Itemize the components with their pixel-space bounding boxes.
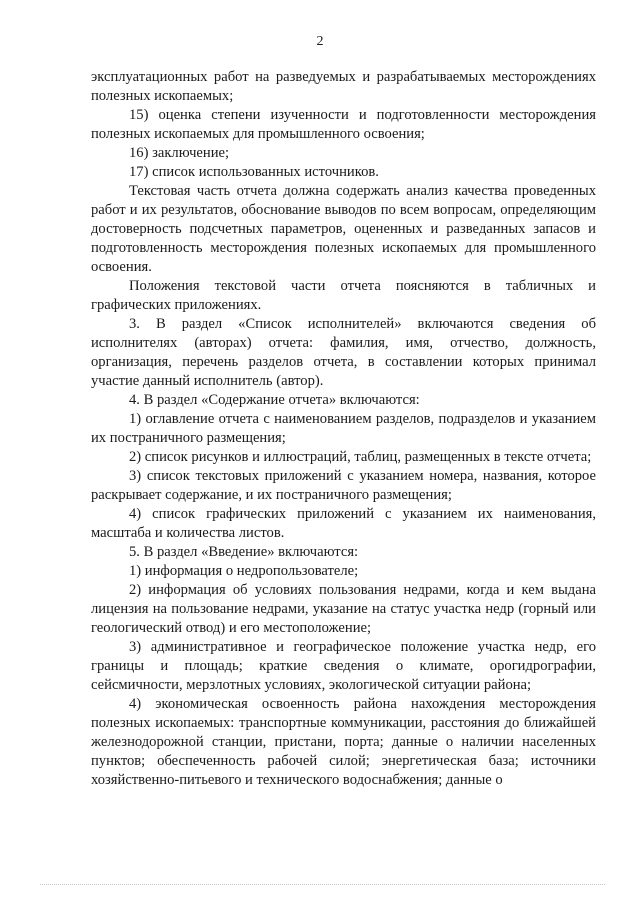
paragraph: 2) список рисунков и иллюстраций, таблиц, размещенных в тексте отчета; xyxy=(129,449,592,465)
paragraph: 15) оценка степени изученности и подготовленности месторождения полезных ископаемых для промышленного освоения; xyxy=(91,107,596,142)
paragraph: 3) административное и географическое положение участка недр, его границы и площадь; краткие сведения о климате, орогидрографии, сейсмичности, мерзлотных условиях, экологической ситуации района; xyxy=(91,639,596,693)
document-body xyxy=(91,68,596,790)
paragraph: 2) информация об условиях пользования недрами, когда и кем выдана лицензия на пользование недрами, указание на статус участка недр (горный или геологический отвод) и его местоположение; xyxy=(91,582,596,636)
scan-artifact-line xyxy=(40,884,605,887)
paragraph: 1) оглавление отчета с наименованием разделов, подразделов и указанием их постраничного размещения; xyxy=(91,411,596,446)
paragraph: Текстовая часть отчета должна содержать анализ качества проведенных работ и их результатов, обоснование выводов по всем вопросам, определяющим достоверность подсчетных параметров, оцененных и разведанных запасов и подготовленность месторождения полезных ископаемых для промышленного освоения. xyxy=(91,183,596,275)
paragraph: 5. В раздел «Введение» включаются: xyxy=(129,544,359,560)
paragraph: 3) список текстовых приложений с указанием номера, названия, которое раскрывает содержание, и их постраничного размещения; xyxy=(91,468,596,503)
paragraph: 4) экономическая освоенность района нахождения месторождения полезных ископаемых: транспортные коммуникации, расстояния до ближайшей железнодорожной станции, пристани, порта; данные о наличии населенных пунктов; обеспеченность рабочей силой; энергетическая база; источники хозяйственно-питьевого и технического водоснабжения; данные о xyxy=(91,696,596,788)
paragraph: 17) список использованных источников. xyxy=(129,164,379,180)
paragraph: 3. В раздел «Список исполнителей» включаются сведения об исполнителях (авторах) отчета: фамилия, имя, отчество, должность, организация, перечень разделов отчета, в составлении которых принимал участие данный исполнитель (автор). xyxy=(91,316,596,389)
paragraph: 16) заключение; xyxy=(129,145,230,161)
paragraph: эксплуатационных работ на разведуемых и разрабатываемых месторождениях полезных ископаемых; xyxy=(91,69,596,104)
page-number: 2 xyxy=(316,34,324,49)
paragraph: 4. В раздел «Содержание отчета» включаются: xyxy=(129,392,420,408)
paragraph: 1) информация о недропользователе; xyxy=(129,563,359,579)
paragraph: Положения текстовой части отчета поясняются в табличных и графических приложениях. xyxy=(91,278,596,313)
paragraph: 4) список графических приложений с указанием их наименования, масштаба и количества листов. xyxy=(91,506,596,541)
